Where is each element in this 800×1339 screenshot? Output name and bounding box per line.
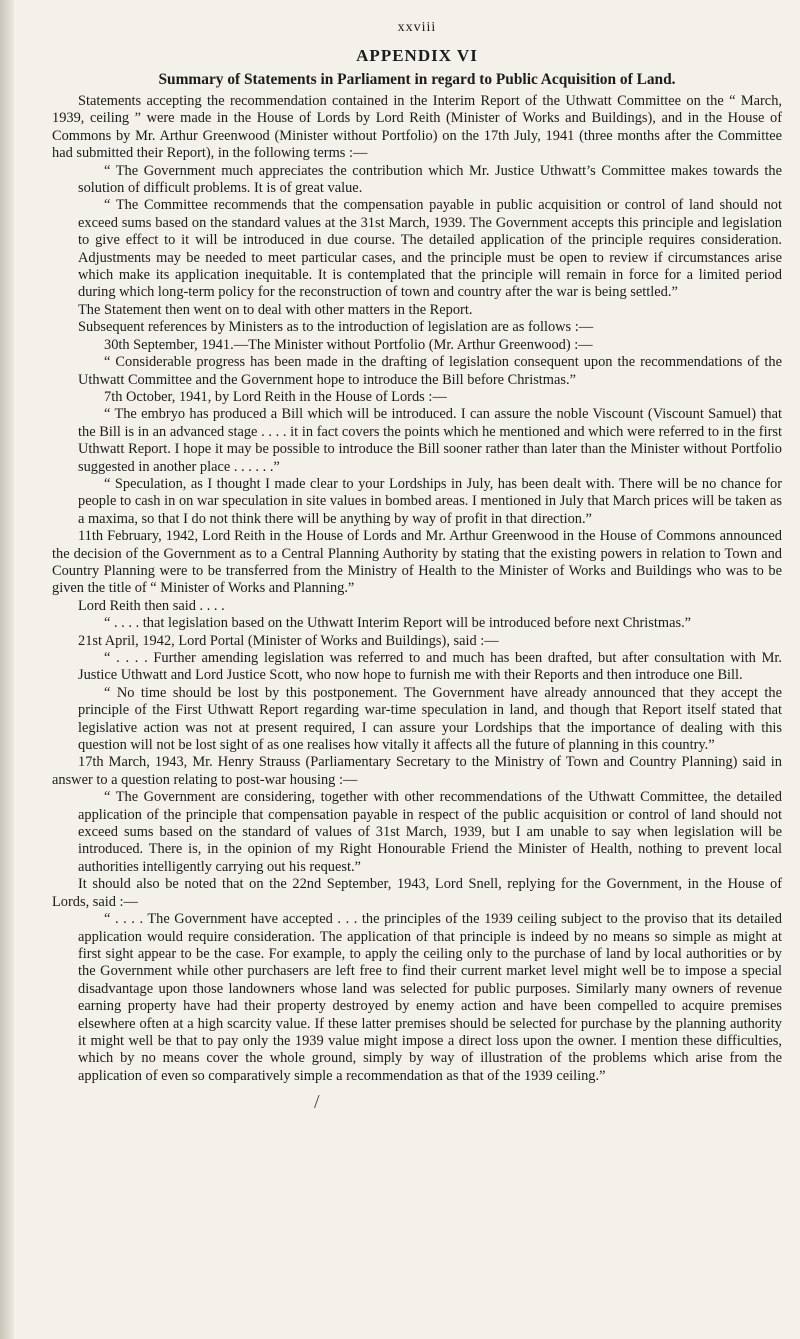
- intro-paragraph: Statements accepting the recommendation contained in the Interim Report of the Uthwatt Committee on the “ March, 1939, ceiling ” were made in the House of Lords by Lord Reith (Minister of Works and Buildings), and in the House of Commons by Mr. Arthur Greenwood (Minister without Portfolio) on the 17th July, 1941 (three months after the Committee had submitted their Report), in the following terms :—: [52, 93, 782, 162]
- body-paragraph: The Statement then went on to deal with other matters in the Report.: [78, 301, 473, 318]
- page-number: xxviii: [397, 20, 437, 35]
- quote-paragraph: “ The Government much appreciates the contribution which Mr. Justice Uthwatt’s Committee makes towards the solution of difficult problems. It is of great value.: [78, 162, 782, 197]
- appendix-subheading: Summary of Statements in Parliament in regard to Public Acquisition of Land.: [158, 71, 676, 88]
- body-paragraph: Subsequent references by Ministers as to the introduction of legislation are as follows :—: [78, 319, 594, 336]
- page-binding-shadow: [0, 0, 14, 1339]
- date-heading: 7th October, 1941, by Lord Reith in the House of Lords :—: [104, 388, 447, 405]
- body-paragraph: 17th March, 1943, Mr. Henry Strauss (Parliamentary Secretary to the Ministry of Town and Country Planning) said in answer to a question relating to post-war housing :—: [52, 754, 782, 788]
- quote-paragraph: “ The embryo has produced a Bill which will be introduced. I can assure the noble Viscount (Viscount Samuel) that the Bill is in an advanced stage . . . . it in fact covers the points which he mentioned and which were referred to in the first Uthwatt Report. I hope it may be possible to introduce the Bill sooner rather than later than the Minister without Portfolio suggested in another place . . . . . .”: [78, 406, 782, 475]
- body-paragraph: It should also be noted that on the 22nd September, 1943, Lord Snell, replying for the Government, in the House of Lords, said :—: [52, 876, 782, 910]
- quote-paragraph: “ Considerable progress has been made in the drafting of legislation consequent upon the recommendations of the Uthwatt Committee and the Government hope to introduce the Bill before Christmas.”: [78, 354, 782, 388]
- quote-paragraph: “ No time should be lost by this postponement. The Government have already announced that they accept the principle of the First Uthwatt Report regarding war-time speculation in land, and though that Report itself stated that legislative action was not at present required, I can assure your Lordships that the importance of dealing with this question will not be lost sight of as one realises how vitally it affects all the future of planning in this country.”: [78, 684, 782, 754]
- date-heading: 21st April, 1942, Lord Portal (Minister of Works and Buildings), said :—: [78, 632, 499, 649]
- quote-paragraph: “ . . . . The Government have accepted . . . the principles of the 1939 ceiling subject to the proviso that its detailed application would require consideration. The application of that principle is indeed by no means so simple as might at first sight appear to be the case. For example, to apply the ceiling only to the purchase of land by local authorities or by the Government while other purchasers are left free to find their current market level might well be to impose a special disadvantage upon those landowners whose land was selected for public purposes. Similarly many owners of revenue earning property have had their property destroyed by enemy action and have been compelled to acquire premises elsewhere often at a high scarcity value. If these latter premises should be selected for purchase by the planning authority it might well be that to pay only the 1939 value might impose a direct loss upon the owner. I mention these difficulties, which by no means cover the whole ground, simply by way of illustration of the problems which arise from the application of even so comparatively simple a recommendation as that of the 1939 ceiling.”: [78, 911, 782, 1084]
- body-paragraph: 11th February, 1942, Lord Reith in the House of Lords and Mr. Arthur Greenwood in the House of Commons announced the decision of the Government as to a Central Planning Authority by stating that the existing powers in relation to Town and Country Planning were to be transferred from the Ministry of Health to the Minister of Works and Buildings who was to be given the title of “ Minister of Works and Planning.”: [52, 528, 782, 597]
- quote-paragraph: “ . . . . Further amending legislation was referred to and much has been drafted, but after consultation with Mr. Justice Uthwatt and Lord Justice Scott, who now hope to furnish me with their Reports and then introduce one Bill.: [78, 650, 782, 684]
- appendix-heading: APPENDIX VI: [356, 46, 478, 65]
- quote-paragraph: “ The Committee recommends that the compensation payable in public acquisition or control of land should not exceed sums based on the standard values at the 31st March, 1939. The Government accepts this principle and legislation to give effect to it will be introduced in due course. The detailed application of the principle requires consideration. Adjustments may be needed to meet particular cases, and the principle must be open to review if circumstances arise which make its application inequitable. It is contemplated that the principle will remain in force for a limited period during which long-term policy for the reconstruction of town and country after the war is being settled.”: [78, 197, 782, 301]
- body-paragraph: Lord Reith then said . . . .: [78, 597, 225, 614]
- quote-paragraph: “ The Government are considering, together with other recommendations of the Uthwatt Committee, the detailed application of the principle that compensation payable in respect of the public acquisition or control of land should not exceed sums based on the standard of values of 31st March, 1939, but I am unable to say when legislation will be introduced. There is, in the opinion of my Right Honourable Friend the Minister of Health, nothing to prevent local authorities intelligently carrying out his request.”: [78, 789, 782, 875]
- quote-paragraph-italic: “ Speculation, as I thought I made clear to your Lordships in July, has been dealt with. There will be no chance for people to cash in on war speculation in site values in bombed areas. I mentioned in July that March prices will be taken as a maxima, so that I do not think there will be anything by way of profit in that direction.”: [78, 475, 782, 527]
- quote-paragraph: “ . . . . that legislation based on the Uthwatt Interim Report will be introduced before next Christmas.”: [104, 615, 692, 632]
- pen-mark: /: [314, 1091, 320, 1114]
- date-heading: 30th September, 1941.—The Minister without Portfolio (Mr. Arthur Greenwood) :—: [104, 336, 593, 353]
